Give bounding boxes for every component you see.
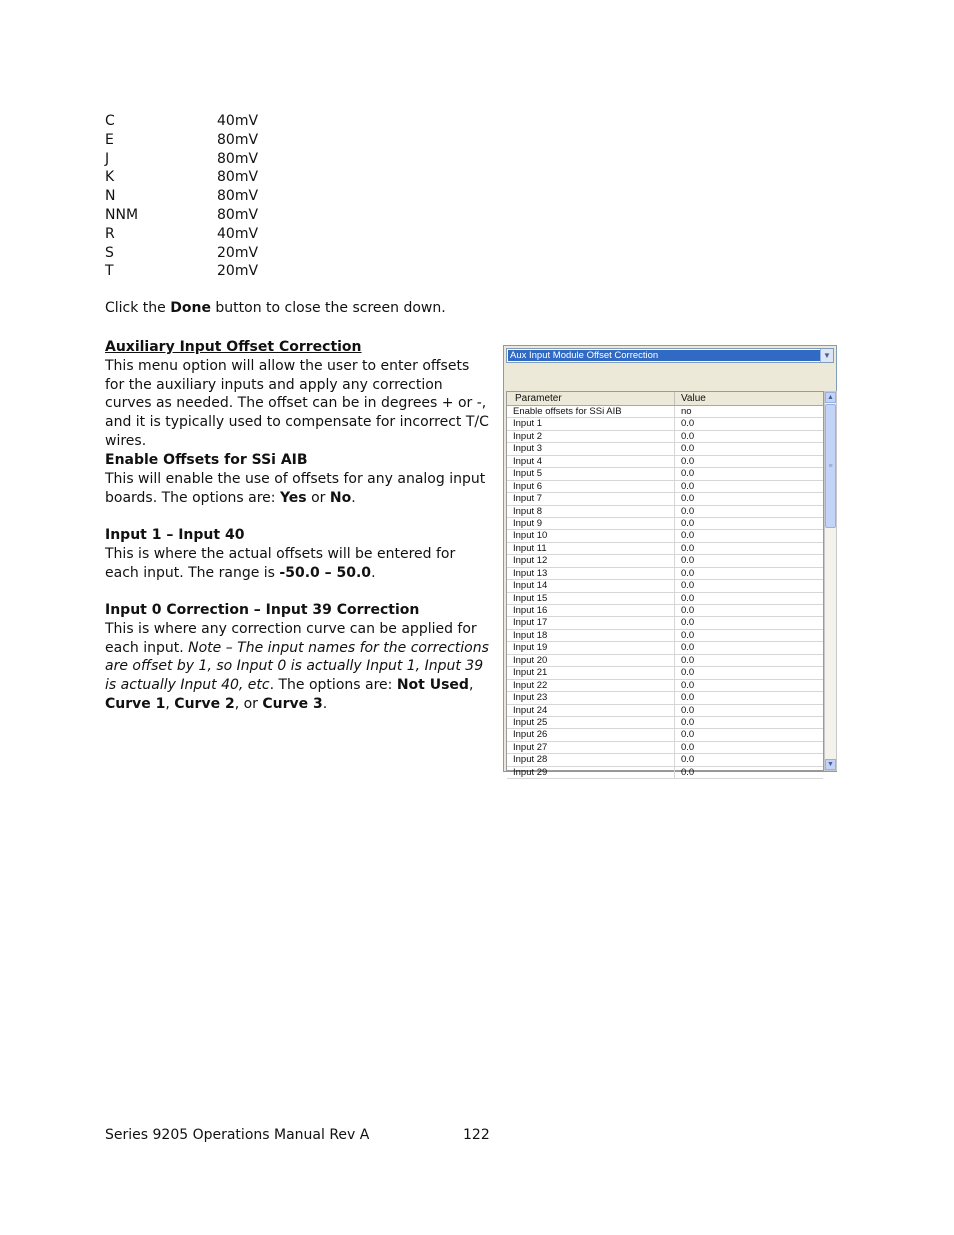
- grid-row[interactable]: [507, 468, 823, 480]
- cell-value[interactable]: 0.0: [681, 741, 695, 753]
- enable-desc: This will enable the use of offsets for any analog input boards. The options are:: [105, 470, 486, 506]
- dropdown-value: Aux Input Module Offset Correction: [508, 350, 825, 361]
- cell-value[interactable]: 0.0: [681, 629, 695, 641]
- cell-parameter: Input 10: [507, 530, 675, 541]
- cell-value[interactable]: 0.0: [681, 617, 695, 629]
- cell-value[interactable]: 0.0: [681, 530, 695, 542]
- grid-row[interactable]: [507, 456, 823, 468]
- sep: or: [306, 489, 330, 506]
- period: .: [322, 695, 328, 712]
- correction-mid: . The options are:: [269, 677, 397, 694]
- cell-value[interactable]: 0.0: [681, 480, 695, 492]
- grid-row[interactable]: [507, 605, 823, 617]
- cell-parameter: Input 19: [507, 642, 675, 653]
- cell-value[interactable]: 0.0: [681, 580, 695, 592]
- correction-text: [105, 620, 490, 714]
- cell-parameter: Input 6: [507, 481, 675, 492]
- cell-parameter: Input 16: [507, 605, 675, 616]
- cell-value[interactable]: 0.0: [681, 704, 695, 716]
- grid-row[interactable]: [507, 642, 823, 654]
- cell-parameter: Input 4: [507, 456, 675, 467]
- tc-value: 40mV: [217, 113, 259, 129]
- grid-row[interactable]: [507, 406, 823, 418]
- cell-parameter: Input 2: [507, 431, 675, 442]
- cell-value[interactable]: 0.0: [681, 493, 695, 505]
- grid-row[interactable]: [507, 518, 823, 530]
- cell-value[interactable]: no: [681, 406, 692, 417]
- inputs-heading: Input 1 – Input 40: [105, 527, 245, 543]
- cell-parameter: Input 24: [507, 705, 675, 716]
- grid-row[interactable]: [507, 729, 823, 741]
- aux-offset-screenshot: [503, 345, 837, 778]
- tc-type: C: [105, 113, 115, 129]
- vertical-scrollbar[interactable]: [824, 391, 837, 771]
- grid-row[interactable]: [507, 543, 823, 555]
- cell-parameter: Input 23: [507, 692, 675, 703]
- tc-row: [105, 150, 258, 169]
- grid-row[interactable]: [507, 418, 823, 430]
- cell-value[interactable]: 0.0: [681, 679, 695, 691]
- grid-row[interactable]: [507, 443, 823, 455]
- aux-section: [105, 338, 490, 451]
- grid-row[interactable]: [507, 717, 823, 729]
- option-curve-2: Curve 2: [174, 695, 235, 712]
- cell-value[interactable]: 0.0: [681, 468, 695, 480]
- correction-desc: This is where any correction curve can be applied for each input.: [105, 620, 477, 656]
- thermocouple-table: [105, 112, 258, 281]
- sep: ,: [468, 677, 474, 694]
- cell-parameter: Input 21: [507, 667, 675, 678]
- grid-row[interactable]: [507, 506, 823, 518]
- done-text-pre: Click the: [105, 300, 171, 316]
- grid-row[interactable]: [507, 754, 823, 766]
- cell-value[interactable]: 0.0: [681, 667, 695, 679]
- cell-parameter: Input 20: [507, 655, 675, 666]
- cell-value[interactable]: 0.0: [681, 754, 695, 766]
- tc-type: N: [105, 188, 116, 205]
- chevron-down-icon[interactable]: ▼: [820, 349, 833, 362]
- tc-value: 80mV: [217, 169, 259, 186]
- grid-row[interactable]: [507, 630, 823, 642]
- inputs-desc: This is where the actual offsets will be entered for each input. The range is: [105, 545, 456, 581]
- inputs-text: [105, 545, 490, 583]
- cell-parameter: Input 22: [507, 680, 675, 691]
- cell-value[interactable]: 0.0: [681, 692, 695, 704]
- cell-value[interactable]: 0.0: [681, 555, 695, 567]
- period: .: [351, 489, 356, 506]
- section-title: Auxiliary Input Offset Correction: [105, 339, 362, 355]
- tc-type: R: [105, 225, 115, 242]
- grid-row[interactable]: [507, 655, 823, 667]
- grid-row[interactable]: [507, 555, 823, 567]
- scroll-up-icon[interactable]: ▲: [825, 392, 836, 403]
- cell-value[interactable]: 0.0: [681, 430, 695, 442]
- correction-heading: Input 0 Correction – Input 39 Correction: [105, 602, 420, 618]
- cell-parameter: Input 7: [507, 493, 675, 504]
- cell-parameter: Input 9: [507, 518, 675, 529]
- done-text-post: button to close the screen down.: [210, 300, 446, 316]
- cell-parameter: Input 15: [507, 593, 675, 604]
- cell-value[interactable]: 0.0: [681, 592, 695, 604]
- grid-body: [507, 406, 823, 779]
- footer-manual-title: Series 9205 Operations Manual Rev A: [105, 1127, 370, 1143]
- tc-value: 80mV: [217, 150, 259, 167]
- done-paragraph: [105, 299, 490, 318]
- cell-parameter: Input 29: [507, 767, 675, 778]
- tc-type: T: [105, 263, 114, 280]
- cell-value[interactable]: 0.0: [681, 517, 695, 529]
- grid-row[interactable]: [507, 493, 823, 505]
- cell-parameter: Input 11: [507, 543, 675, 554]
- enable-heading: Enable Offsets for SSi AIB: [105, 452, 308, 468]
- tc-value: 20mV: [217, 244, 259, 261]
- cell-value[interactable]: 0.0: [681, 716, 695, 728]
- cell-value[interactable]: 0.0: [681, 505, 695, 517]
- parameter-grid: [506, 391, 824, 778]
- cell-parameter: Input 17: [507, 617, 675, 628]
- grid-header: [507, 392, 823, 406]
- tc-value: 80mV: [217, 188, 259, 205]
- cell-value[interactable]: 0.0: [681, 567, 695, 579]
- cell-value[interactable]: 0.0: [681, 642, 695, 654]
- tc-type: E: [105, 131, 114, 148]
- sep: , or: [234, 695, 263, 712]
- cell-parameter: Input 18: [507, 630, 675, 641]
- scroll-thumb[interactable]: ≡: [825, 404, 836, 528]
- cell-parameter: Input 26: [507, 729, 675, 740]
- done-bold: Done: [170, 300, 211, 316]
- column-header-parameter[interactable]: Parameter: [507, 392, 675, 405]
- cell-value[interactable]: 0.0: [681, 654, 695, 666]
- tc-type: K: [105, 169, 115, 186]
- tc-type: S: [105, 244, 114, 261]
- tc-value: 40mV: [217, 225, 259, 242]
- tc-row: [105, 131, 258, 150]
- cell-parameter: Input 25: [507, 717, 675, 728]
- option-curve-3: Curve 3: [262, 695, 323, 712]
- grid-row[interactable]: [507, 742, 823, 754]
- grid-row[interactable]: [507, 593, 823, 605]
- tc-value: 80mV: [217, 131, 259, 148]
- cell-parameter: Input 28: [507, 754, 675, 765]
- grid-row[interactable]: [507, 692, 823, 704]
- cell-value[interactable]: 0.0: [681, 443, 695, 455]
- enable-offsets-section: [105, 451, 490, 507]
- cell-parameter: Input 1: [507, 418, 675, 429]
- column-header-value[interactable]: Value: [681, 393, 706, 404]
- cell-parameter: Input 27: [507, 742, 675, 753]
- period: .: [371, 564, 376, 581]
- page-number: 122: [463, 1127, 490, 1143]
- grid-row[interactable]: [507, 431, 823, 443]
- grid-row[interactable]: [507, 767, 823, 779]
- cell-parameter: Input 5: [507, 468, 675, 479]
- tc-type: J: [105, 150, 110, 167]
- section-body: This menu option will allow the user to enter offsets for the auxiliary inputs and apply any correction curves as needed. The offset can be in degrees + or -, and it is typically used to compensate for incorrect T/C wires.: [105, 357, 489, 449]
- tc-value: 20mV: [217, 263, 259, 280]
- cell-parameter: Input 13: [507, 568, 675, 579]
- tc-row: [105, 262, 258, 281]
- input-range-section: [105, 526, 490, 582]
- option-curve-1: Curve 1: [105, 695, 166, 712]
- cell-value[interactable]: 0.0: [681, 418, 695, 430]
- cell-value[interactable]: 0.0: [681, 455, 695, 467]
- grid-row[interactable]: [507, 580, 823, 592]
- cell-parameter: Input 8: [507, 506, 675, 517]
- cell-value[interactable]: 0.0: [681, 542, 695, 554]
- grid-row[interactable]: [507, 680, 823, 692]
- option-yes: Yes: [279, 489, 307, 506]
- cell-value[interactable]: 0.0: [681, 766, 695, 778]
- cell-value[interactable]: 0.0: [681, 729, 695, 741]
- grid-row[interactable]: [507, 481, 823, 493]
- option-no: No: [329, 489, 352, 506]
- menu-dropdown[interactable]: [506, 348, 834, 363]
- tc-row: [105, 168, 258, 187]
- cell-parameter: Enable offsets for SSi AIB: [507, 406, 675, 417]
- correction-section: [105, 601, 490, 714]
- grid-row[interactable]: [507, 530, 823, 542]
- cell-parameter: Input 3: [507, 443, 675, 454]
- tc-row: [105, 112, 258, 131]
- grid-row[interactable]: [507, 568, 823, 580]
- tc-row: [105, 225, 258, 244]
- sep: ,: [165, 695, 175, 712]
- grid-row[interactable]: [507, 617, 823, 629]
- scroll-down-icon[interactable]: ▼: [825, 759, 836, 770]
- enable-text: [105, 470, 490, 508]
- tc-row: [105, 244, 258, 263]
- cell-value[interactable]: 0.0: [681, 605, 695, 616]
- grid-row[interactable]: [507, 667, 823, 679]
- option-not-used: Not Used: [396, 677, 469, 694]
- tc-row: [105, 206, 258, 225]
- cell-parameter: Input 14: [507, 580, 675, 591]
- tc-value: 80mV: [217, 206, 259, 223]
- inputs-range: -50.0 – 50.0: [279, 564, 372, 581]
- grid-row[interactable]: [507, 705, 823, 717]
- cell-parameter: Input 12: [507, 555, 675, 566]
- tc-type: NNM: [105, 206, 139, 223]
- tc-row: [105, 187, 258, 206]
- correction-note: Note – The input names for the corrections are offset by 1, so Input 0 is actually Input 1, Input 39 is actually Input 40, etc: [105, 639, 489, 694]
